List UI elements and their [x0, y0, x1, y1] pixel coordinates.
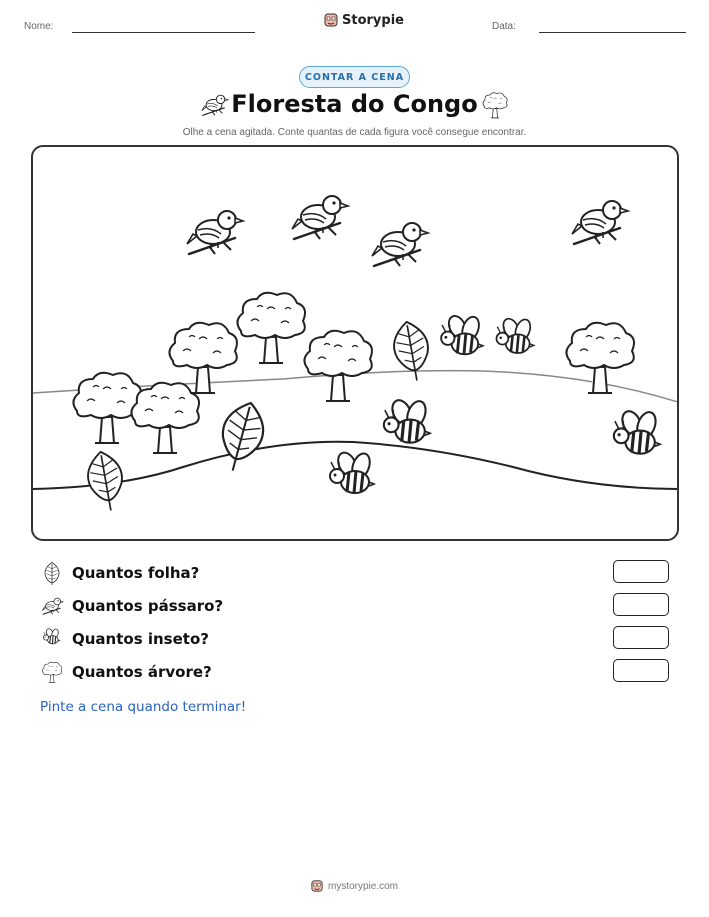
question-leaf [40, 561, 199, 585]
tree-3 [304, 331, 372, 401]
question-bird [40, 594, 223, 618]
tree-icon [480, 90, 510, 120]
bird-3 [372, 223, 428, 266]
bird-1 [187, 211, 243, 254]
question-insect [40, 627, 209, 651]
page-title: Floresta do Congo [231, 90, 478, 118]
tree-icon [40, 660, 64, 684]
question-label: Quantos inseto? [72, 630, 209, 648]
bee-2 [496, 316, 533, 353]
activity-badge: CONTAR A CENA [299, 66, 410, 88]
tree-6 [131, 383, 199, 453]
name-line[interactable] [72, 32, 255, 33]
leaf-2 [213, 398, 270, 476]
answer-box-tree[interactable] [613, 659, 669, 682]
answer-box-bird[interactable] [613, 593, 669, 616]
bird-icon [40, 594, 64, 618]
leaf-1 [390, 319, 434, 383]
date-line[interactable] [539, 32, 686, 33]
brand-mascot-icon [324, 12, 338, 28]
leaf-3 [84, 449, 128, 513]
brand-name: Storypie [342, 12, 404, 28]
bee-5 [330, 450, 374, 493]
question-tree [40, 660, 212, 684]
bird-4 [572, 201, 628, 244]
tree-4 [566, 323, 634, 393]
bee-1 [441, 313, 483, 354]
scene-canvas [31, 145, 679, 541]
bird-2 [292, 196, 348, 239]
instructions: Olhe a cena agitada. Conte quantas de cada figura você consegue encontrar. [182, 127, 527, 138]
date-label: Data: [492, 21, 516, 32]
coloring-note: Pinte a cena quando terminar! [40, 699, 247, 715]
answer-box-insect[interactable] [613, 626, 669, 649]
answer-box-leaf[interactable] [613, 560, 669, 583]
forest-scene [33, 147, 679, 541]
question-label: Quantos pássaro? [72, 597, 224, 615]
bee-icon [40, 627, 64, 651]
footer [0, 879, 709, 893]
question-label: Quantos folha? [72, 564, 200, 582]
footer-url[interactable]: mystorypie.com [327, 880, 398, 892]
name-label: Nome: [24, 21, 54, 32]
leaf-icon [40, 561, 64, 585]
tree-1 [237, 293, 305, 363]
question-label: Quantos árvore? [72, 663, 212, 681]
brand-mascot-icon [311, 879, 323, 893]
tree-5 [73, 373, 141, 443]
bee-3 [384, 397, 430, 442]
brand-logo [324, 12, 404, 28]
bee-4 [614, 408, 660, 453]
